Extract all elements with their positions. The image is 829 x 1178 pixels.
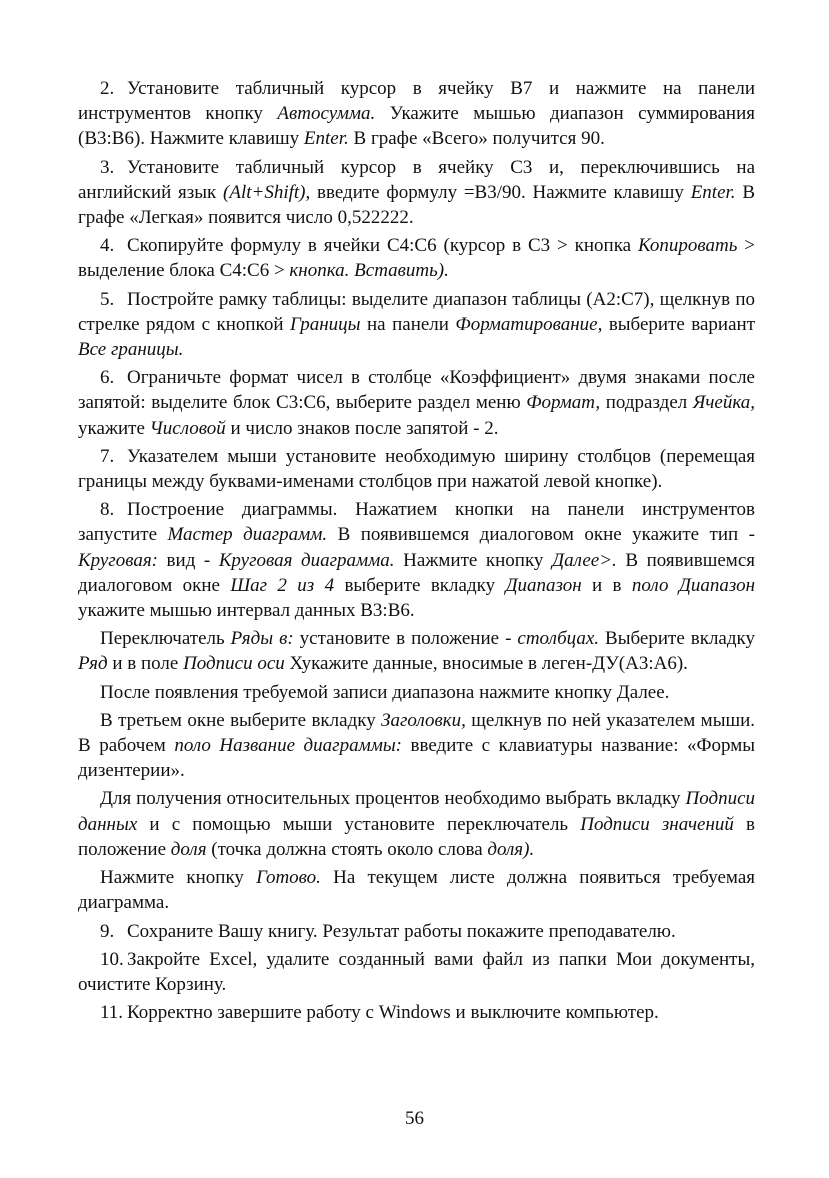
italic-text: Шаг 2 из 4 [230,574,335,596]
text-run: выберите вкладку [334,574,506,596]
item-number: 7. [100,445,115,467]
text-run: и число знаков после запятой - 2. [225,417,499,439]
text-run: введите формулу =В3/90. Нажмите клавишу [310,181,691,203]
item-number: 4. [100,235,115,257]
paragraph [78,786,755,862]
italic-text: Круговая: [78,549,158,571]
italic-text: Копировать [638,235,738,257]
italic-text: столбцах. [517,628,600,650]
text-run: Построение диаграммы. Нажатием кнопки на панели инструментов запустите [78,499,755,546]
text-run: Нажмите кнопку [100,867,257,889]
paragraph [78,680,755,705]
italic-text: Подписи значений [580,813,734,835]
text-run: Для получения относительных процентов необходимо выбрать вкладку [100,788,686,810]
italic-text: доля [170,838,207,860]
paragraph [78,444,755,494]
paragraph [78,919,755,944]
italic-text: Готово. [256,867,321,889]
italic-text: Enter. [690,181,736,203]
text-run: Указателем мыши установите необходимую ширину столбцов (перемещая границы между буквами-именами столбцов при нажатой левой кнопке). [78,445,755,493]
text-run: На текущем листе должна появиться требуемая диаграмма. [78,867,755,914]
text-run: Переключатель [100,628,231,650]
text-run: введите с клавиатуры название: «Формы дизентерии». [78,735,756,782]
text-run: Укажите мышью диапазон суммирования (В3:В6). Нажмите клавишу [78,103,756,150]
text-run: В графе «Всего» получится 90. [348,128,605,150]
text-run: В появившемся диалоговом окне укажите тип - [327,524,756,546]
item-number: 2. [100,78,115,99]
item-number: 11. [100,1002,124,1024]
paragraph [78,626,755,676]
text-run: подраздел [600,392,693,414]
item-number: 6. [100,367,115,389]
item-number: 8. [100,499,115,521]
page-body [78,76,755,1028]
text-run: в положение [78,813,755,860]
item-number: 9. [100,920,115,942]
paragraph [78,233,755,283]
paragraph [78,1000,755,1025]
text-run: В третьем окне выберите вкладку [100,709,382,731]
italic-text: Заголовки, [381,709,466,731]
paragraph [78,947,755,997]
italic-text: Круговая диаграмма. [218,549,395,571]
italic-text: Мастер диаграмм. [167,524,328,546]
italic-text: кнопка. Вставить). [289,260,449,282]
text-run: щелкнув по ней указателем мыши. В рабочем [78,709,756,757]
item-number: 5. [100,288,115,310]
italic-text: Подписи оси [183,653,285,675]
text-run: После появления требуемой записи диапазона нажмите кнопку Далее. [100,681,670,703]
item-number: 10. [100,948,124,970]
italic-text: Ряды в: [230,628,294,650]
italic-text: поло Название диаграммы: [174,735,403,757]
text-run: выберите вариант [602,313,756,335]
text-run: вид - [158,549,219,571]
italic-text: Все границы. [78,339,184,361]
text-run: Ограничьте формат чисел в столбце «Коэффициент» двумя знаками после запятой: выделите блок С3:С6, выберите раздел меню [78,367,755,414]
text-run: установите в положение - [293,628,518,650]
text-run: Корректно завершите работу с Windows и выключите компьютер. [127,1002,659,1024]
italic-text: Числовой [149,417,226,439]
italic-text: (Alt+Shift), [223,181,311,203]
text-run: Хукажите данные, вносимые в леген-ДУ(А3:А6). [284,653,688,675]
paragraph [78,865,755,915]
italic-text: Далее>. [551,549,617,571]
paragraph [78,76,755,152]
paragraph [78,287,755,363]
text-run: Сохраните Вашу книгу. Результат работы покажите преподавателю. [127,920,676,942]
italic-text: доля). [487,838,535,860]
text-run: Скопируйте формулу в ячейки С4:С6 (курсор в С3 > кнопка [127,235,638,257]
text-run: укажите [78,417,150,439]
text-run: и с помощью мыши установите переключатель [137,813,581,835]
italic-text: поло Диапазон [631,574,755,596]
text-run: и в поле [107,653,184,675]
paragraph [78,708,755,784]
page-number: 56 [405,1108,424,1129]
italic-text: Ряд [78,653,108,675]
text-run: В графе «Легкая» появится число 0,522222. [78,181,755,229]
paragraph [78,155,755,231]
text-run: Закройте Excel, удалите созданный вами файл из папки Мои документы, очистите Корзину. [78,948,755,995]
text-run: укажите мышью интервал данных В3:В6. [78,600,415,622]
text-run: Установите табличный курсор в ячейку С3 и, переключившись на английский язык [78,156,755,203]
italic-text: Границы [289,313,361,335]
italic-text: Форматирование, [455,313,603,335]
italic-text: Enter. [303,128,349,150]
paragraph [78,365,755,441]
italic-text: Подписи данных [78,788,755,835]
paragraph [78,497,755,623]
text-run: (точка должна стоять около слова [206,838,488,860]
italic-text: Формат, [526,392,601,414]
text-run: > выделение блока С4:С6 > [78,235,756,282]
italic-text: Диапазон [505,574,582,596]
text-run: В появившемся диалоговом окне [78,549,755,596]
item-number: 3. [100,156,115,178]
text-run: Выберите вкладку [599,628,755,650]
text-run: Нажмите кнопку [394,549,552,571]
italic-text: Ячейка, [692,392,755,414]
text-run: Установите табличный курсор в ячейку В7 и нажмите на панели инструментов кнопку [78,78,755,125]
text-run: и в [581,574,632,596]
text-run: на панели [360,313,456,335]
italic-text: Автосумма. [277,103,376,125]
text-run: Постройте рамку таблицы: выделите диапазон таблицы (А2:С7), щелкнув по стрелке рядом с кнопкой [78,288,755,335]
